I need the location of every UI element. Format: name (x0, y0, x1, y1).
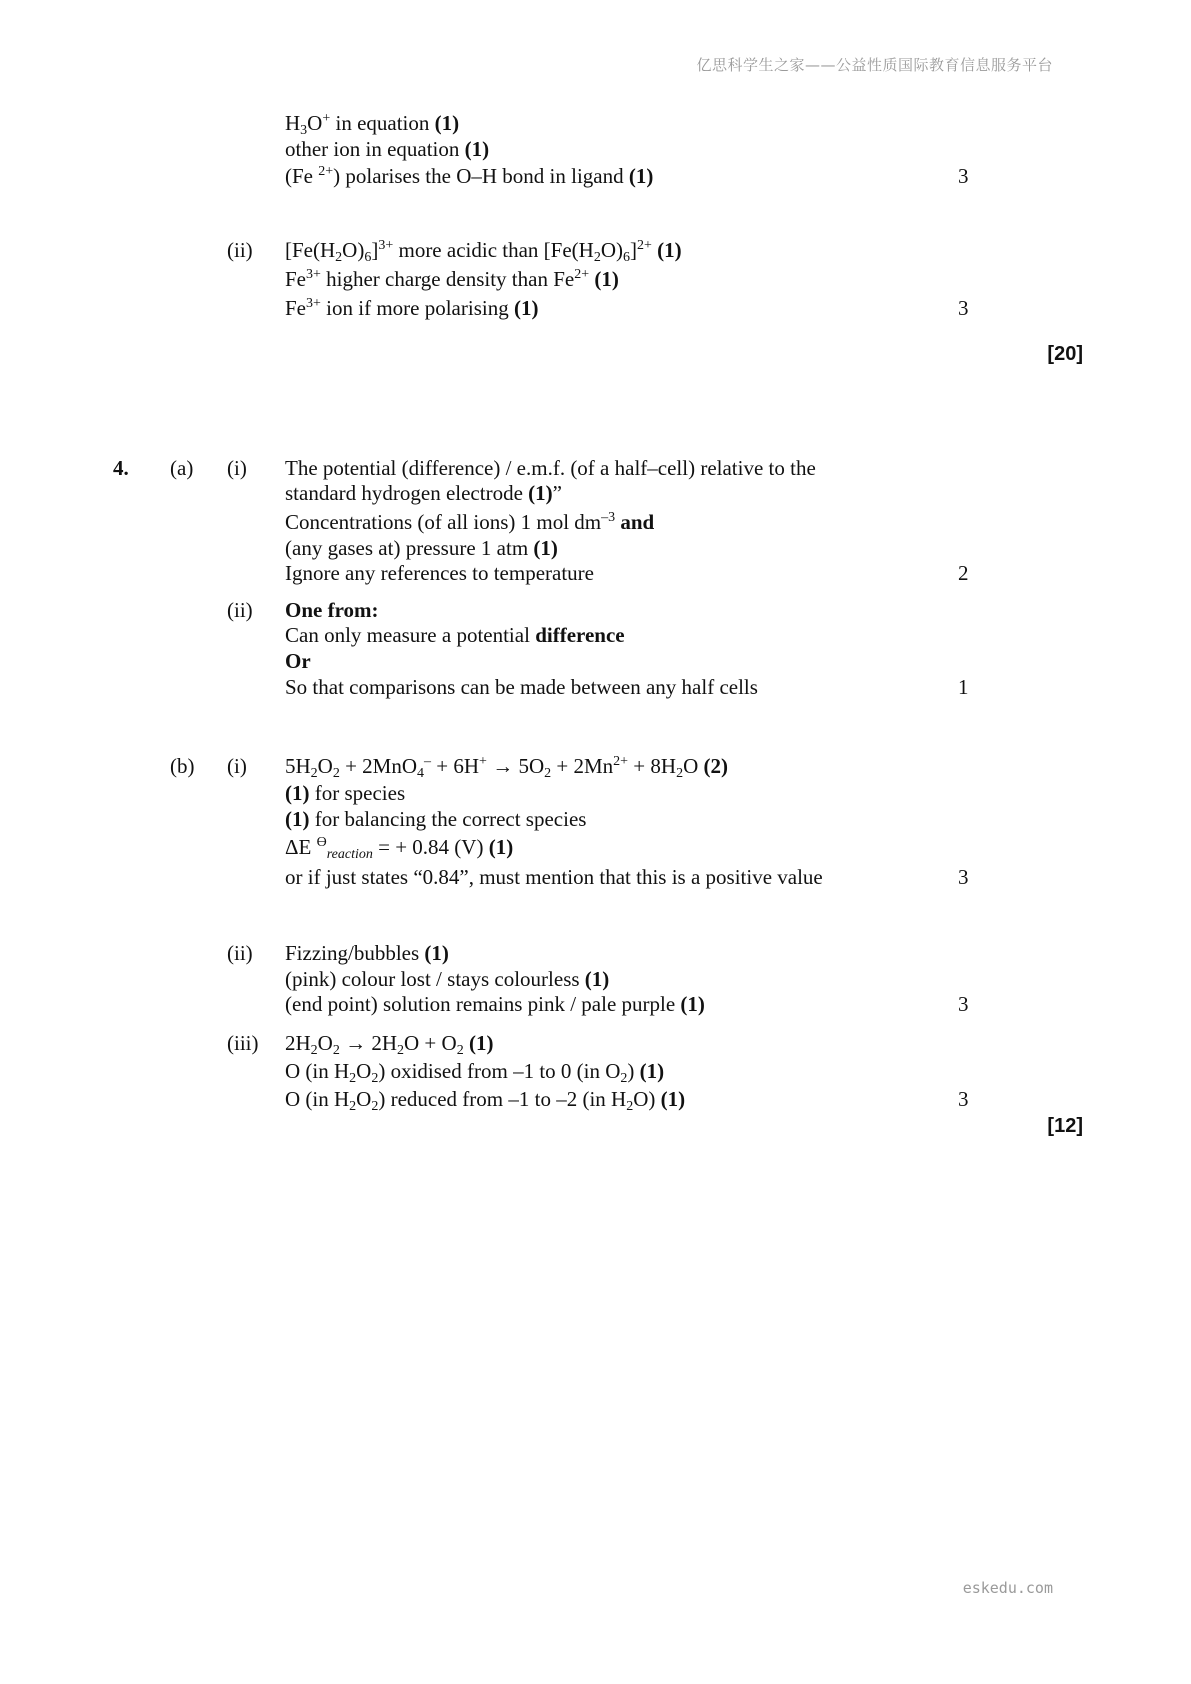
mark-value: 3 (958, 164, 969, 188)
question-number: 4. (113, 456, 129, 480)
answer-line: $[Fe(H_2O)_6]^{3+}$ more acidic than $[Fe(H_2O)_6]^{2+}$ (1) (285, 238, 682, 265)
subpart-label: (ii) (227, 941, 253, 965)
answer-line: O (in $H_2O_2$) oxidised from –1 to 0 (in $O_2$) (1) (285, 1059, 665, 1086)
answer-line: Concentrations (of all ions) 1 mol $dm^{-3}$ and (285, 510, 655, 534)
answer-line: (end point) solution remains pink / pale purple (1) (285, 992, 705, 1016)
subpart-label: (ii) (227, 238, 253, 262)
mark-value: 3 (958, 992, 969, 1016)
footer-site-domain: eskedu.com (962, 1579, 1053, 1597)
answer-line: O (in $H_2O_2$) reduced from –1 to –2 (in $H_2O$) (1) (285, 1087, 686, 1114)
mark-value: 3 (958, 296, 969, 320)
part-label: (b) (170, 754, 195, 778)
answer-line: (Fe $^{2+}$) polarises the O–H bond in ligand (1) (285, 164, 654, 188)
answer-line: Can only measure a potential difference (285, 623, 625, 647)
mark-value: 2 (958, 561, 969, 585)
answer-line: or if just states “0.84”, must mention that this is a positive value (285, 865, 823, 889)
question-total: [20] (1047, 343, 1083, 365)
answer-line: $5H_2O_2 + 2MnO_4^- + 6H^+ \to 5O_2 + 2Mn^{2+} + 8H_2O$ (2) (285, 754, 728, 781)
answer-line: The potential (difference) / e.m.f. (of a half–cell) relative to the (285, 456, 816, 480)
answer-line: (1) for balancing the correct species (285, 807, 587, 831)
subpart-label: (i) (227, 456, 247, 480)
answer-line: Or (285, 649, 311, 673)
answer-line: ΔE $^ϴ_{reaction}$ = + 0.84 (V) (1) (285, 835, 514, 862)
answer-line: standard hydrogen electrode (1)” (285, 481, 562, 505)
mark-value: 3 (958, 1087, 969, 1111)
mark-value: 1 (958, 675, 969, 699)
part-label: (a) (170, 456, 194, 480)
mark-value: 3 (958, 865, 969, 889)
answer-line: $Fe^{3+}$ higher charge density than $Fe^{2+}$ (1) (285, 267, 619, 291)
subpart-label: (ii) (227, 598, 253, 622)
answer-line: $H_3O^+$ in equation (1) (285, 111, 460, 138)
answer-line: So that comparisons can be made between any half cells (285, 675, 758, 699)
subpart-label: (i) (227, 754, 247, 778)
answer-line: (any gases at) pressure 1 atm (1) (285, 536, 558, 560)
answer-line: $Fe^{3+}$ ion if more polarising (1) (285, 296, 539, 320)
header-site-title: 亿思科学生之家——公益性质国际教育信息服务平台 (696, 56, 1053, 74)
question-total: [12] (1047, 1115, 1083, 1137)
answer-line: One from: (285, 598, 379, 622)
subpart-label: (iii) (227, 1031, 259, 1055)
answer-line: $2H_2O_2 \to 2H_2O + O_2$ (1) (285, 1031, 494, 1058)
answer-line: Fizzing/bubbles (1) (285, 941, 449, 965)
answer-line: other ion in equation (1) (285, 137, 490, 161)
answer-line: Ignore any references to temperature (285, 561, 594, 585)
answer-line: (1) for species (285, 781, 406, 805)
answer-line: (pink) colour lost / stays colourless (1) (285, 967, 610, 991)
